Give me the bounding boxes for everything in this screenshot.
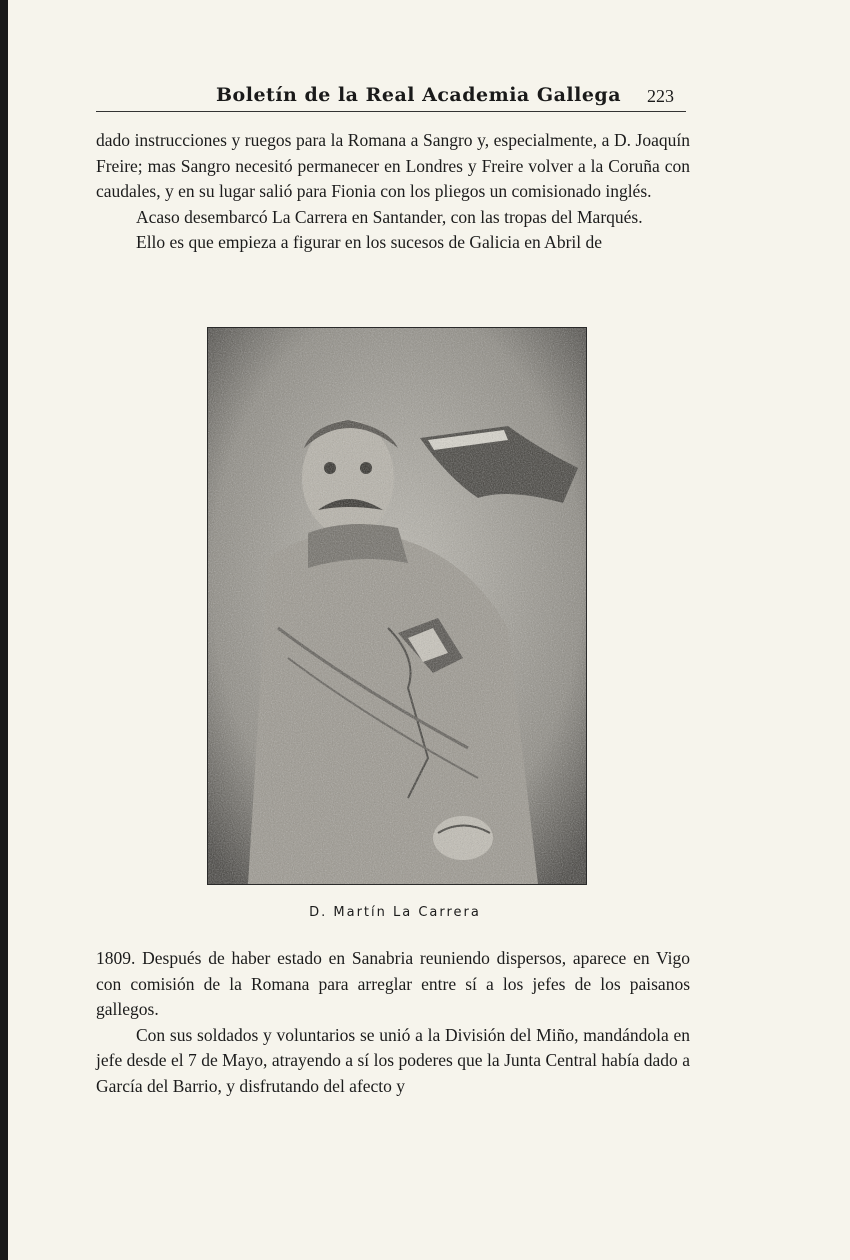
paragraph: 1809. Después de haber estado en Sanabria reuniendo dispersos, aparece en Vigo con comisión de la Romana para arreglar entre sí a los jefes de los paisanos gallegos. <box>96 948 690 1019</box>
page-number: 223 <box>647 86 674 106</box>
body-text-bottom <box>96 946 690 1099</box>
paragraph: Acaso desembarcó La Carrera en Santander, con las tropas del Marqués. <box>136 206 643 227</box>
page-header <box>96 82 686 112</box>
header-rule <box>96 111 686 112</box>
portrait-image <box>207 327 587 885</box>
running-title: Boletín de la Real Academia Gallega <box>216 84 622 106</box>
body-text-top <box>96 128 690 256</box>
figure-caption: D. Martín La Carrera <box>309 905 481 920</box>
scan-edge <box>0 0 8 1260</box>
paragraph: dado instrucciones y ruegos para la Romana a Sangro y, especialmente, a D. Joaquín Freire; mas Sangro necesitó permanecer en Londres y Freire volver a la Coruña con caudales, y en su lugar salió para Fionia con los pliegos un comisionado inglés. <box>96 130 690 201</box>
paragraph: Ello es que empieza a figurar en los sucesos de Galicia en Abril de <box>136 232 603 252</box>
paragraph: Con sus soldados y voluntarios se unió a la División del Miño, mandándola en jefe desde el 7 de Mayo, atrayendo a sí los poderes que la Junta Central había dado a García del Barrio, y disfrutando del afecto y <box>96 1024 690 1096</box>
